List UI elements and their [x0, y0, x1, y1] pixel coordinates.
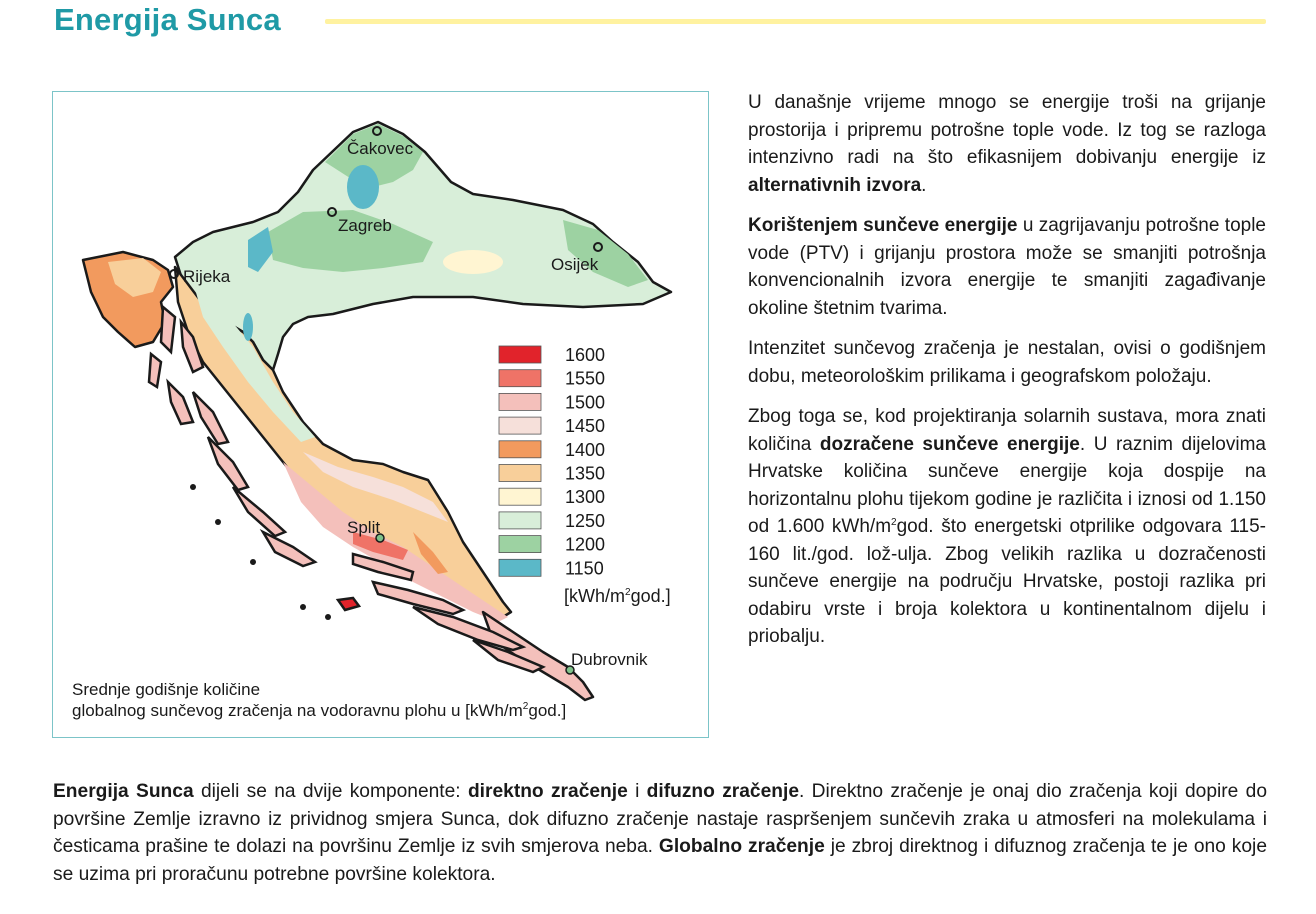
city-label-split: Split: [347, 518, 381, 537]
legend-swatch-1600: [499, 346, 541, 363]
legend-label-1500: 1500: [565, 392, 606, 413]
right-column-text: [748, 89, 1266, 664]
city-label-osijek: Osijek: [551, 255, 599, 274]
paragraph-2: Korištenjem sunčeve energije u zagrijavanju potrošne tople vode (PTV) i grijanju prostora može se smanjiti potrošnja konvencionalnih izvora energije te smanjiti zagađivanje okoline štetnim tvarima.: [748, 215, 1267, 319]
city-label-rijeka: Rijeka: [183, 267, 231, 286]
legend-unit: $[kWh/m^2god.]$: [564, 586, 671, 606]
legend-swatch-1250: [499, 512, 541, 529]
legend-label-1400: 1400: [565, 439, 606, 460]
legend-swatch-1400: [499, 441, 541, 458]
island-1600: [338, 598, 359, 610]
paragraph-4: Zbog toga se, kod projektiranja solarnih sustava, mora znati količina dozračene sunčeve energije. U raznim dijelovima Hrvatske količina sunčeve energije koja dospije na horizontalnu plohu tijekom godine je različita i iznosi od 1.150 od 1.600 kWh/$m^2god$. što energetski otprilike odgovara 115-160 lit./god. lož-ulja. Zbog velikih razlika u dozračenosti sunčeve energije na području Hrvatske, postoji razlika pri odabiru vrste i broja kolektora u kontinentalnom dijelu i priobalju.: [748, 406, 1266, 647]
zone-1150-north: [347, 165, 379, 209]
legend-label-1450: 1450: [565, 416, 606, 437]
legend-swatch-1350: [499, 465, 541, 482]
legend-swatch-1450: [499, 417, 541, 434]
zone-1300-spot: [443, 250, 503, 274]
caption-line-2: globalnog sunčevog zračenja na vodoravnu plohu u $[kWh/m^2god.]$: [72, 701, 567, 720]
map-legend: [499, 345, 605, 578]
legend-swatch-1300: [499, 488, 541, 505]
legend-label-1250: 1250: [565, 510, 606, 531]
paragraph-3: Intenzitet sunčevog zračenja je nestalan, ovisi o godišnjem dobu, meteorološkim prilikama i geografskom položaju.: [748, 338, 1266, 387]
map-caption: [72, 679, 566, 721]
legend-label-1550: 1550: [565, 368, 606, 389]
legend-swatch-1200: [499, 536, 541, 553]
title-rule: [325, 19, 1266, 24]
legend-label-1150: 1150: [565, 558, 604, 579]
paragraph-1: U današnje vrijeme mnogo se energije troši na grijanje prostorija i pripremu potrošne tople vode. Iz tog se razloga intenzivno radi na što efikasnijem dobivanju energije iz alternativnih izvora.: [748, 92, 1266, 196]
legend-label-1200: 1200: [565, 534, 606, 555]
page-title: Energija Sunca: [54, 2, 281, 37]
caption-line-1: Srednje godišnje količine: [72, 680, 261, 699]
city-label-cakovec: Čakovec: [347, 139, 414, 158]
legend-swatch-1500: [499, 393, 541, 410]
legend-swatch-1550: [499, 370, 541, 387]
city-label-dubrovnik: Dubrovnik: [571, 650, 648, 669]
legend-swatch-1150: [499, 559, 541, 576]
legend-label-1300: 1300: [565, 487, 606, 508]
solar-radiation-map: [52, 91, 709, 738]
legend-label-1350: 1350: [565, 463, 606, 484]
city-label-zagreb: Zagreb: [338, 216, 392, 235]
croatia-map-graphic: [53, 92, 709, 738]
legend-label-1600: 1600: [565, 345, 606, 365]
bottom-paragraph: Energija Sunca dijeli se na dvije komponente: direktno zračenje i difuzno zračenje. Direktno zračenje je onaj dio zračenja koji dopire do površine Zemlje izravno iz prividnog smjera Sunca, dok difuzno zračenje nastaje raspršenjem sunčevih zraka u atmosferi na molekulama i česticama prašine te dolazi na površinu Zemlje iz svih smjerova neba. Globalno zračenje je zbroj direktnog i difuznog zračenja te je ono koje se uzima pri proračunu potrebne površine kolektora.: [53, 781, 1267, 885]
lika-1150-spot: [243, 313, 253, 341]
